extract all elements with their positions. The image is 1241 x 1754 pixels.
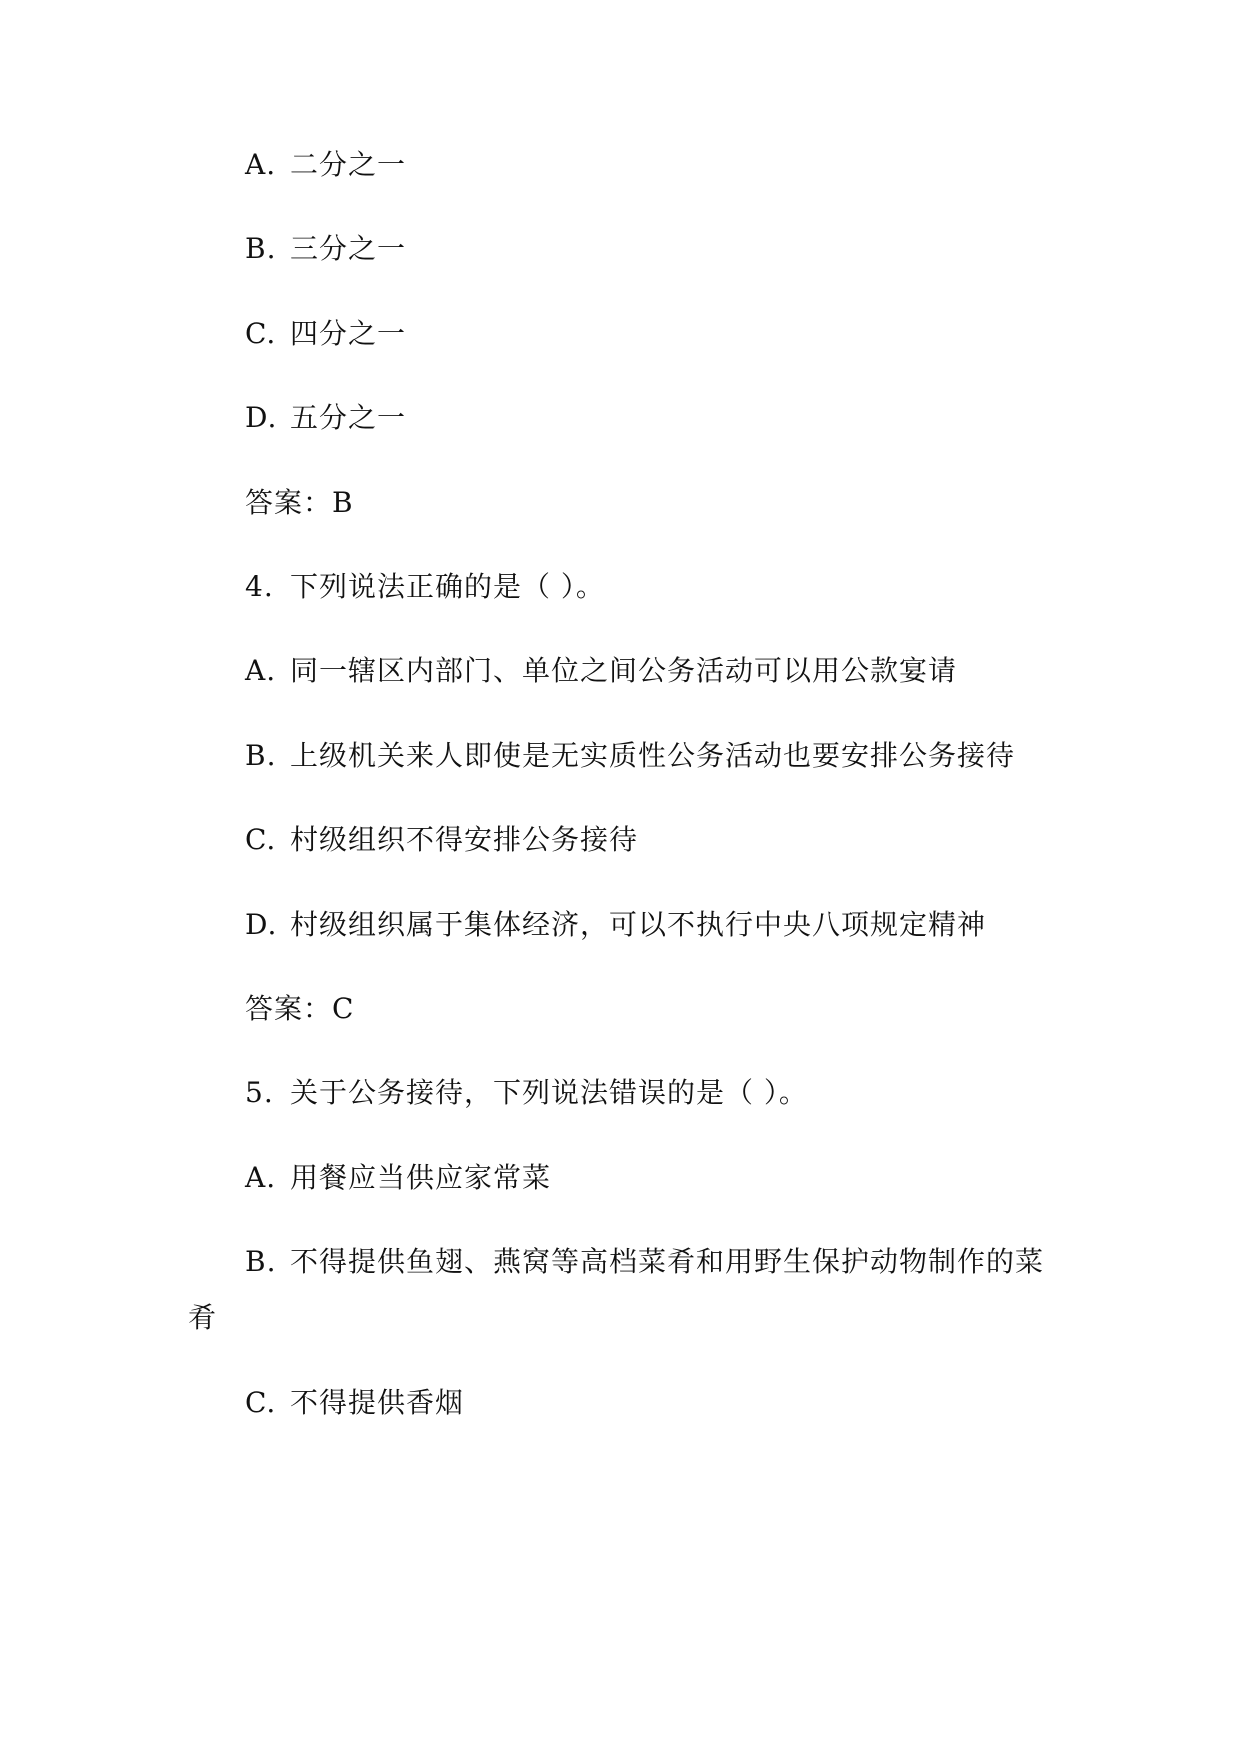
option-text: 村级组织不得安排公务接待 <box>290 823 639 856</box>
option-label: D. <box>245 401 278 434</box>
option-text: 不得提供鱼翅、燕窝等高档菜肴和用野生保护动物制作的菜 <box>290 1245 1045 1278</box>
q4-option-a <box>245 651 957 691</box>
q5-option-a <box>245 1158 551 1198</box>
q3-option-b <box>245 229 406 269</box>
q3-option-c <box>245 314 406 354</box>
option-text: 二分之一 <box>290 148 407 181</box>
option-text: 上级机关来人即使是无实质性公务活动也要安排公务接待 <box>290 739 1016 772</box>
option-text: 不得提供香烟 <box>290 1386 465 1419</box>
option-label: D. <box>245 908 278 941</box>
q3-option-d <box>245 398 406 438</box>
q5-option-b <box>245 1242 1044 1282</box>
q3-answer: 答案：B <box>245 486 354 519</box>
option-label: C. <box>245 317 277 350</box>
q3-option-a <box>245 145 406 185</box>
q5-question <box>245 1073 808 1113</box>
option-text: 四分之一 <box>290 317 407 350</box>
q5-option-c <box>245 1383 464 1423</box>
question-text: 下列说法正确的是（ ）。 <box>290 570 605 603</box>
q4-answer: 答案：C <box>245 992 355 1025</box>
option-label: C. <box>245 823 277 856</box>
q4-option-c <box>245 820 638 860</box>
option-text: 三分之一 <box>290 232 407 265</box>
option-text: 用餐应当供应家常菜 <box>290 1161 552 1194</box>
option-text: 同一辖区内部门、单位之间公务活动可以用公款宴请 <box>290 654 958 687</box>
q4-option-d <box>245 905 986 945</box>
q4-option-b <box>245 736 1015 776</box>
question-number: 5. <box>245 1076 274 1109</box>
question-number: 4. <box>245 570 274 603</box>
option-label: A. <box>245 654 277 687</box>
q5-option-b-continuation: 肴 <box>188 1301 218 1334</box>
option-label: A. <box>245 1161 277 1194</box>
option-label: B. <box>245 739 277 772</box>
q4-question <box>245 567 605 607</box>
option-text: 村级组织属于集体经济，可以不执行中央八项规定精神 <box>290 908 987 941</box>
option-text: 五分之一 <box>290 401 407 434</box>
option-label: B. <box>245 232 277 265</box>
option-label: B. <box>245 1245 277 1278</box>
option-label: C. <box>245 1386 277 1419</box>
question-text: 关于公务接待，下列说法错误的是（ ）。 <box>290 1076 808 1109</box>
option-label: A. <box>245 148 277 181</box>
